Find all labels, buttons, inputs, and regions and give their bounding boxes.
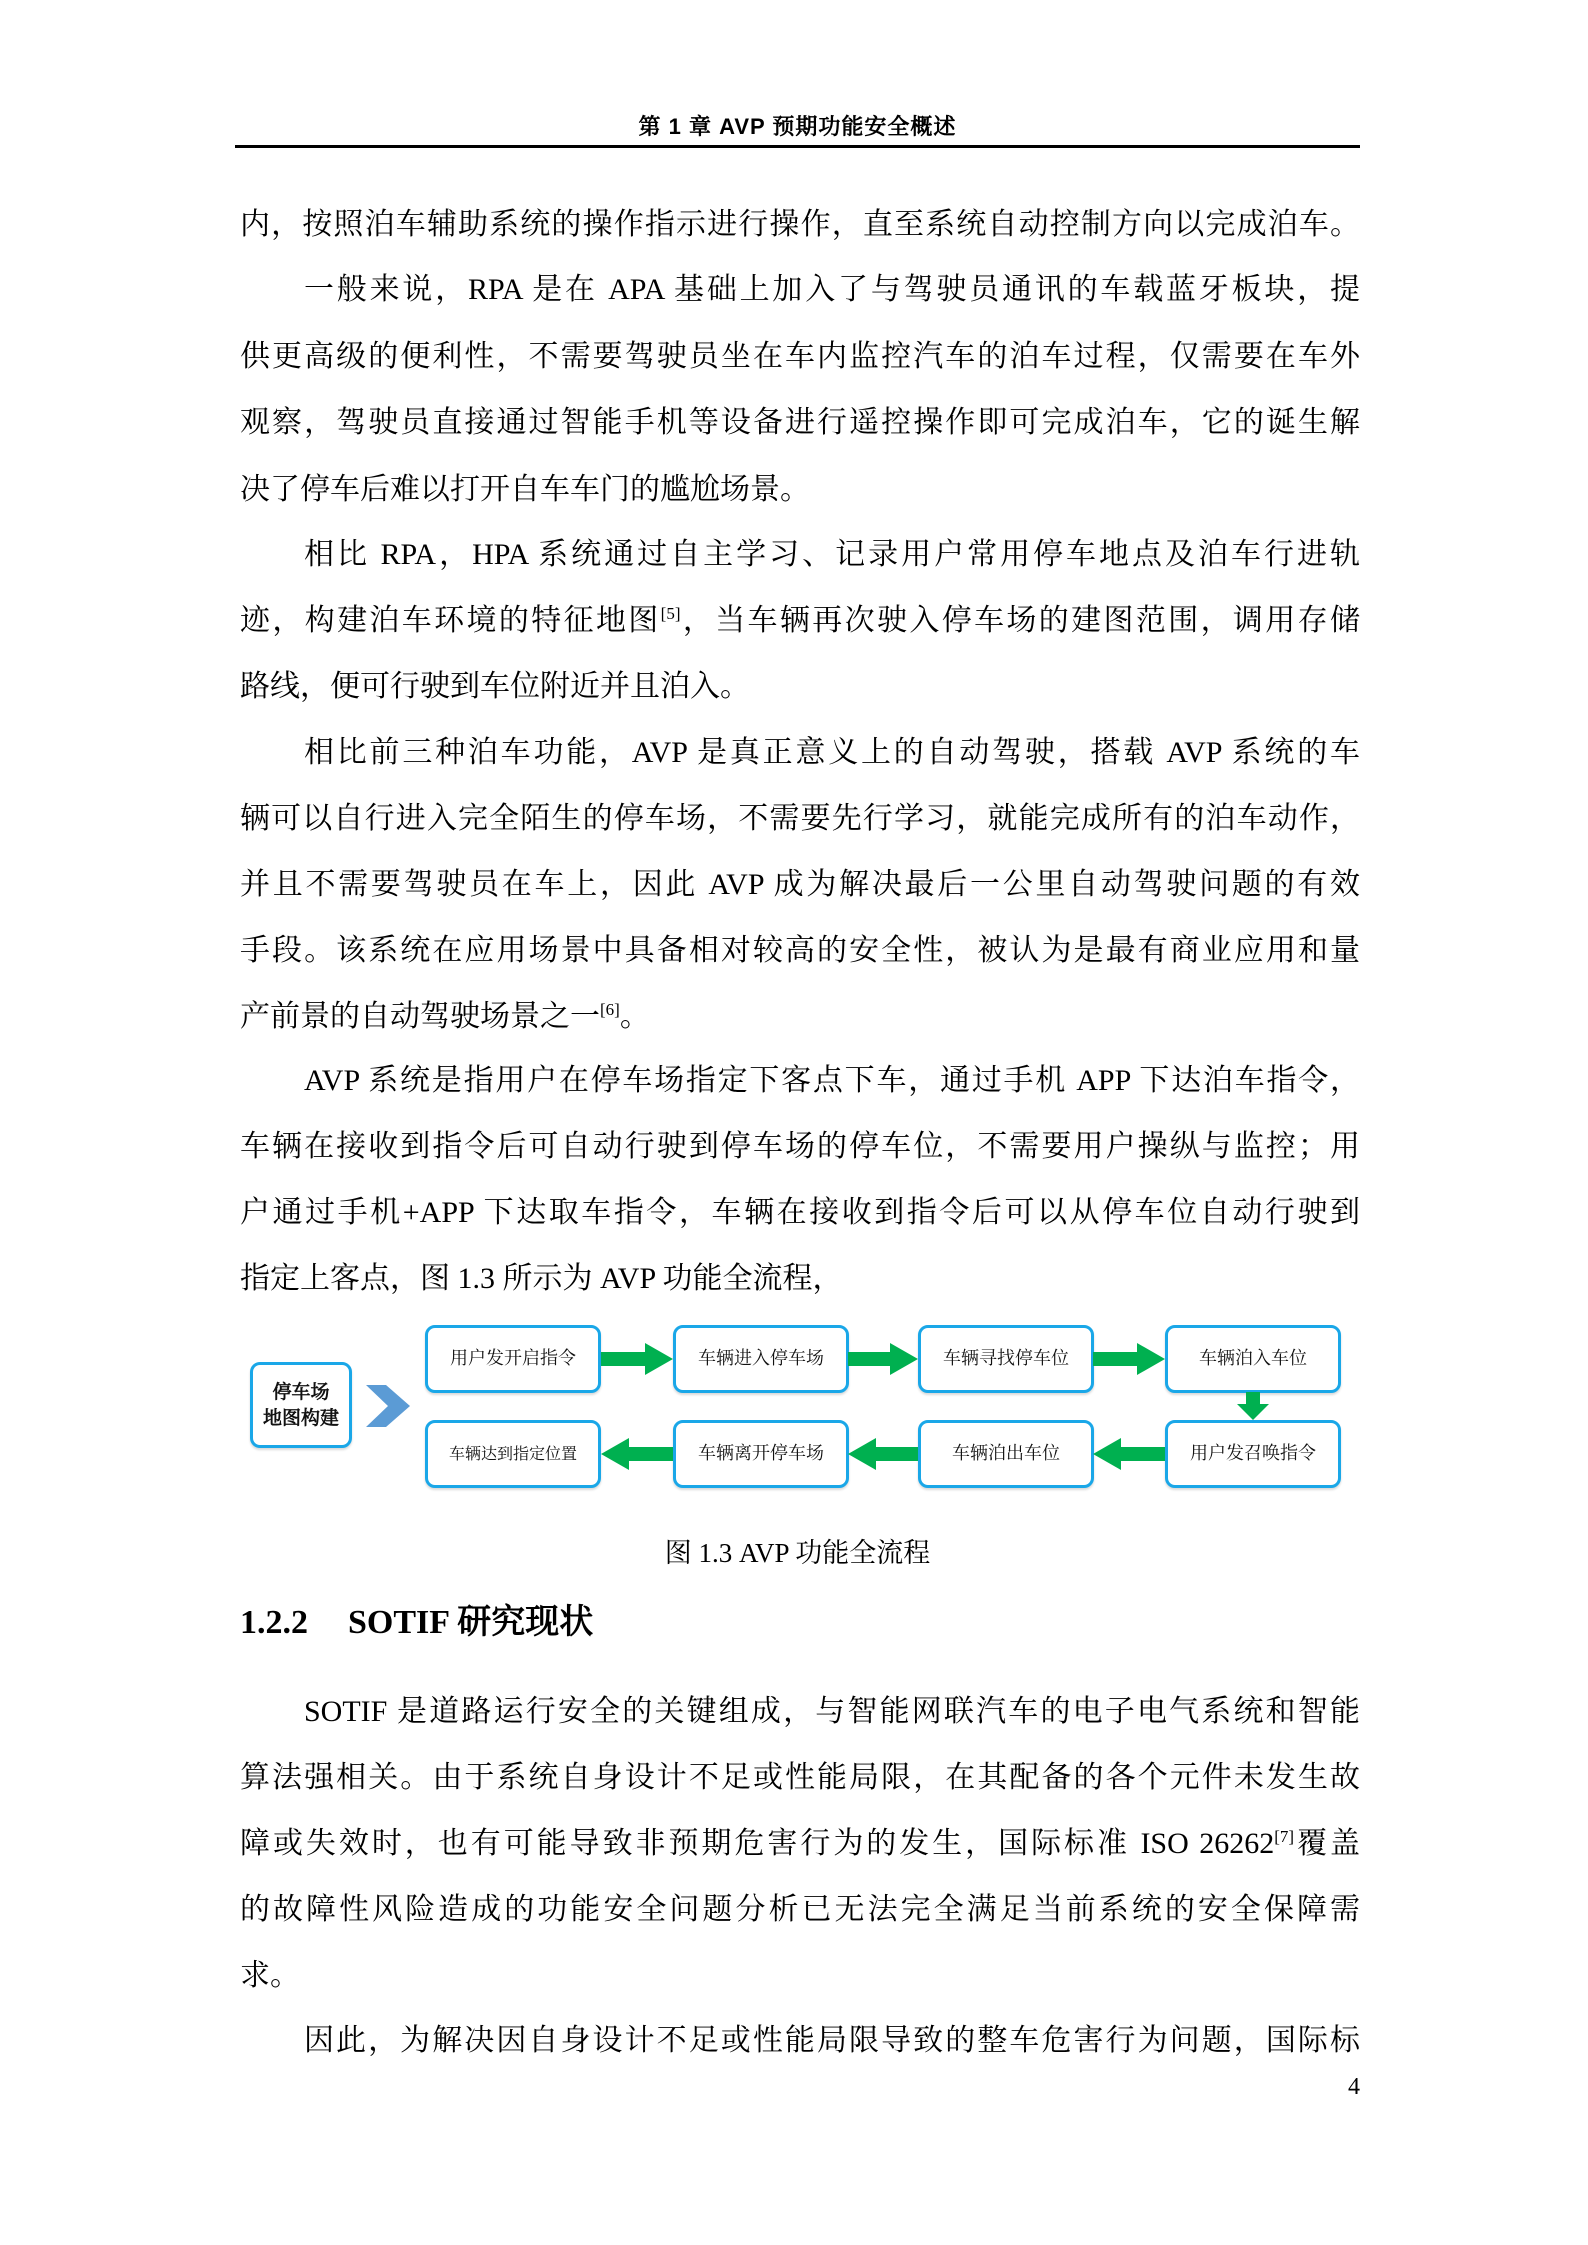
arrow-left-icon xyxy=(848,1438,918,1470)
citation-ref[interactable]: [5] xyxy=(660,604,681,623)
body-line: SOTIF 是道路运行安全的关键组成，与智能网联汽车的电子电气系统和智能 xyxy=(304,1695,1360,1728)
text-fragment: 产前景的自动驾驶场景之一 xyxy=(240,1000,600,1033)
page-number: 4 xyxy=(1348,2074,1360,2100)
flow-box-enter-parking-lot: 车辆进入停车场 xyxy=(673,1325,849,1393)
flow-box-map-build xyxy=(250,1362,352,1448)
text-fragment: 覆盖 xyxy=(1294,1827,1361,1860)
body-line: 因此，为解决因自身设计不足或性能局限导致的整车危害行为问题，国际标 xyxy=(304,2024,1360,2057)
text-fragment: 迹，构建泊车环境的特征地图 xyxy=(240,604,661,637)
flow-box-search-spot: 车辆寻找停车位 xyxy=(918,1325,1094,1393)
body-line: 观察，驾驶员直接通过智能手机等设备进行遥控操作即可完成泊车，它的诞生解 xyxy=(240,406,1360,439)
figure-caption: 图 1.3 AVP 功能全流程 xyxy=(664,1538,931,1568)
body-line: 决了停车后难以打开自车车门的尴尬场景。 xyxy=(240,473,810,506)
body-line: 辆可以自行进入完全陌生的停车场，不需要先行学习，就能完成所有的泊车动作， xyxy=(240,802,1360,835)
body-line xyxy=(240,601,1360,641)
body-line: AVP 系统是指用户在停车场指定下客点下车，通过手机 APP 下达泊车指令， xyxy=(304,1064,1360,1097)
body-line: 供更高级的便利性，不需要驾驶员坐在车内监控汽车的泊车过程，仅需要在车外 xyxy=(240,340,1360,373)
body-line: 算法强相关。由于系统自身设计不足或性能局限，在其配备的各个元件未发生故 xyxy=(240,1761,1360,1794)
body-line: 并且不需要驾驶员在车上，因此 AVP 成为解决最后一公里自动驾驶问题的有效 xyxy=(240,868,1360,901)
flow-box-park-in: 车辆泊入车位 xyxy=(1165,1325,1341,1393)
body-line: 户通过手机+APP 下达取车指令，车辆在接收到指令后可以从停车位自动行驶到 xyxy=(240,1196,1360,1229)
section-heading xyxy=(240,1600,593,1646)
citation-ref[interactable]: [6] xyxy=(600,1000,620,1019)
arrow-left-icon xyxy=(1093,1438,1165,1470)
section-title: SOTIF 研究现状 xyxy=(348,1604,594,1641)
text-fragment: 。 xyxy=(619,1000,650,1033)
chevron-right-icon xyxy=(362,1383,414,1429)
arrow-left-icon xyxy=(601,1438,673,1470)
body-line xyxy=(240,997,1360,1037)
header-rule xyxy=(235,145,1360,148)
body-line: 一般来说，RPA 是在 APA 基础上加入了与驾驶员通讯的车载蓝牙板块，提 xyxy=(304,273,1360,306)
body-line xyxy=(240,1824,1360,1864)
flow-box-reach-destination: 车辆达到指定位置 xyxy=(425,1420,601,1488)
running-header: 第 1 章 AVP 预期功能安全概述 xyxy=(638,114,957,139)
body-line: 内，按照泊车辅助系统的操作指示进行操作，直至系统自动控制方向以完成泊车。 xyxy=(240,208,1360,241)
body-line: 相比前三种泊车功能，AVP 是真正意义上的自动驾驶，搭载 AVP 系统的车 xyxy=(304,736,1360,769)
citation-ref[interactable]: [7] xyxy=(1274,1827,1295,1846)
arrow-down-icon xyxy=(1237,1392,1269,1420)
body-line: 手段。该系统在应用场景中具备相对较高的安全性，被认为是最有商业应用和量 xyxy=(240,934,1360,967)
arrow-right-icon xyxy=(848,1343,918,1375)
flow-box-label: 地图构建 xyxy=(262,1407,339,1429)
flow-box-leave-parking-lot: 车辆离开停车场 xyxy=(673,1420,849,1488)
body-line: 路线，便可行驶到车位附近并且泊入。 xyxy=(240,670,750,703)
arrow-right-icon xyxy=(601,1343,673,1375)
body-line: 指定上客点，图 1.3 所示为 AVP 功能全流程， xyxy=(240,1262,843,1295)
flow-box-label: 停车场 xyxy=(272,1381,330,1403)
arrow-right-icon xyxy=(1093,1343,1165,1375)
body-line: 的故障性风险造成的功能安全问题分析已无法完全满足当前系统的安全保障需 xyxy=(240,1893,1360,1926)
flow-box-park-out: 车辆泊出车位 xyxy=(918,1420,1094,1488)
text-fragment: ，当车辆再次驶入停车场的建图范围，调用存储 xyxy=(680,604,1361,637)
flow-box-user-start-command: 用户发开启指令 xyxy=(425,1325,601,1393)
body-line: 相比 RPA，HPA 系统通过自主学习、记录用户常用停车地点及泊车行进轨 xyxy=(304,538,1360,571)
body-line: 车辆在接收到指令后可自动行驶到停车场的停车位，不需要用户操纵与监控；用 xyxy=(240,1130,1360,1163)
flow-box-user-summon-command: 用户发召唤指令 xyxy=(1165,1420,1341,1488)
body-line: 求。 xyxy=(240,1959,300,1992)
text-fragment: 障或失效时，也有可能导致非预期危害行为的发生，国际标准 ISO 26262 xyxy=(240,1827,1275,1860)
section-number: 1.2.2 xyxy=(240,1604,308,1641)
